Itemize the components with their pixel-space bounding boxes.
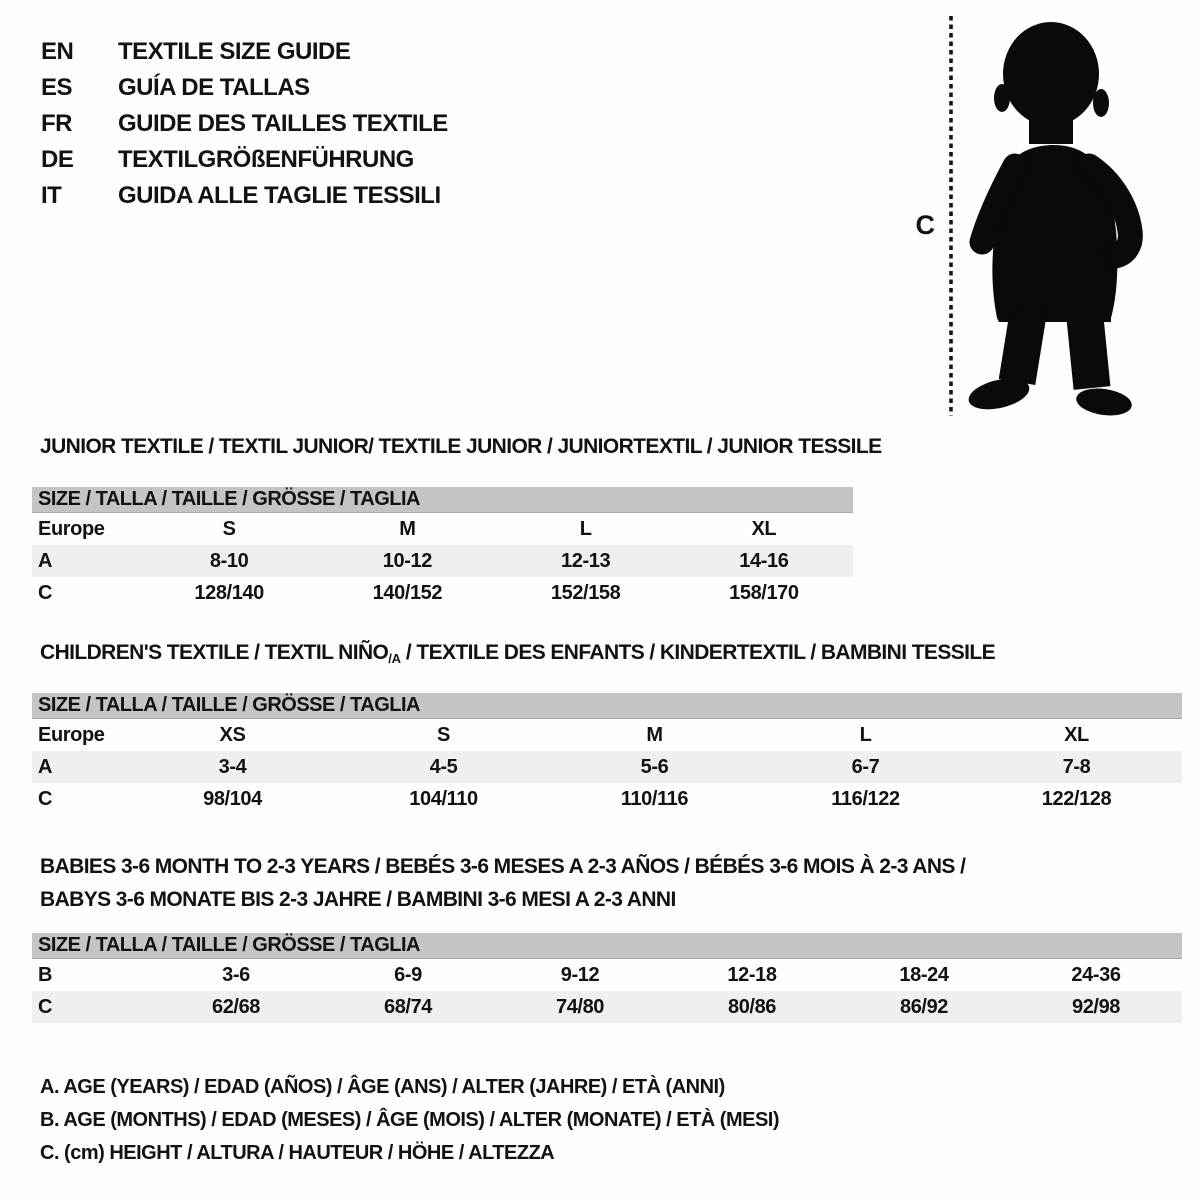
size-cell: S: [437, 724, 450, 746]
size-cell: 6-7: [851, 756, 880, 778]
size-cell: XL: [1064, 724, 1089, 746]
size-cell: 5-6: [640, 756, 669, 778]
size-cell: 128/140: [194, 582, 264, 604]
size-cell: 140/152: [372, 582, 443, 604]
size-cell: 12-18: [727, 964, 777, 986]
size-cell: M: [646, 724, 663, 746]
size-cell: 92/98: [1071, 996, 1121, 1018]
lang-title: GUÍA DE TALLAS: [118, 74, 310, 101]
size-cell: 116/122: [831, 788, 900, 810]
lang-row-de: [41, 142, 448, 178]
row-label: A: [38, 756, 53, 778]
lang-title: GUIDA ALLE TAGLIE TESSILI: [118, 182, 441, 209]
table-row: [32, 513, 853, 545]
size-cell: 12-13: [561, 550, 611, 572]
row-label: A: [38, 550, 53, 572]
size-cell: S: [222, 518, 236, 540]
size-cell: 68/74: [383, 996, 433, 1018]
babies-size-table: [32, 933, 1182, 1023]
size-header-bar: SIZE / TALLA / TAILLE / GRÖSSE / TAGLIA: [32, 693, 1182, 719]
row-label: Europe: [38, 518, 105, 540]
size-cell: 110/116: [620, 788, 689, 810]
lang-row-en: [41, 34, 448, 70]
height-figure: [905, 10, 1165, 425]
size-cell: M: [399, 518, 416, 540]
size-cell: 86/92: [899, 996, 949, 1018]
children-title-prefix: CHILDREN'S TEXTILE / TEXTIL NIÑO: [40, 641, 389, 664]
size-cell: 4-5: [429, 756, 458, 778]
row-label: C: [38, 996, 53, 1018]
lang-code: ES: [41, 74, 73, 101]
height-measure-label: C: [915, 210, 935, 240]
lang-row-it: [41, 178, 448, 214]
height-dashed-line: [946, 14, 956, 418]
size-cell: 158/170: [729, 582, 799, 604]
size-cell: 80/86: [727, 996, 777, 1018]
size-cell: L: [859, 724, 872, 746]
row-label: Europe: [38, 724, 105, 746]
legend-line-c: C. (cm) HEIGHT / ALTURA / HAUTEUR / HÖHE / ALTEZZA: [40, 1142, 555, 1164]
size-cell: 3-6: [222, 964, 250, 986]
children-table-body: [32, 719, 1182, 815]
size-cell: 24-36: [1071, 964, 1121, 986]
size-cell: 152/158: [550, 582, 621, 604]
size-cell: 8-10: [209, 550, 249, 572]
lang-row-es: [41, 70, 448, 106]
babies-textile-title: [40, 850, 965, 916]
children-title-subscript: /A: [388, 651, 401, 666]
size-cell: L: [579, 518, 592, 540]
size-cell: 6-9: [394, 964, 422, 986]
lang-title: TEXTILE SIZE GUIDE: [118, 38, 351, 65]
legend-line-a: A. AGE (YEARS) / EDAD (AÑOS) / ÂGE (ANS) / ALTER (JAHRE) / ETÀ (ANNI): [40, 1076, 725, 1098]
size-cell: 122/128: [1041, 788, 1112, 810]
row-label: C: [38, 582, 53, 604]
junior-size-table: [32, 487, 853, 609]
table-row: [32, 751, 1182, 783]
babies-title-line2: BABYS 3-6 MONATE BIS 2-3 JAHRE / BAMBINI 3-6 MESI A 2-3 ANNI: [40, 888, 676, 911]
table-row: [32, 545, 853, 577]
language-title-list: [41, 34, 448, 214]
size-cell: 62/68: [211, 996, 261, 1018]
children-textile-title: [40, 642, 995, 670]
size-cell: XL: [751, 518, 777, 540]
table-row: [32, 577, 853, 609]
table-row: [32, 719, 1182, 751]
size-cell: 9-12: [560, 964, 600, 986]
size-cell: 10-12: [382, 550, 432, 572]
table-row: [32, 783, 1182, 815]
size-cell: 7-8: [1062, 756, 1091, 778]
lang-code: DE: [41, 146, 74, 173]
lang-code: FR: [41, 110, 72, 137]
table-row: [32, 991, 1182, 1023]
size-cell: 98/104: [203, 788, 262, 810]
junior-textile-title: JUNIOR TEXTILE / TEXTIL JUNIOR/ TEXTILE JUNIOR / JUNIORTEXTIL / JUNIOR TESSILE: [40, 435, 882, 458]
lang-title: TEXTILGRÖßENFÜHRUNG: [118, 146, 414, 173]
measure-legend: [40, 1071, 779, 1170]
junior-table-body: [32, 513, 853, 609]
babies-table-body: [32, 959, 1182, 1023]
row-label: B: [38, 964, 53, 986]
size-header-bar: SIZE / TALLA / TAILLE / GRÖSSE / TAGLIA: [32, 933, 1182, 959]
size-header-bar: SIZE / TALLA / TAILLE / GRÖSSE / TAGLIA: [32, 487, 853, 513]
baby-silhouette-icon: [963, 16, 1148, 418]
lang-title: GUIDE DES TAILLES TEXTILE: [118, 110, 448, 137]
children-title-suffix: / TEXTILE DES ENFANTS / KINDERTEXTIL / BAMBINI TESSILE: [400, 641, 996, 664]
lang-row-fr: [41, 106, 448, 142]
size-cell: XS: [219, 724, 246, 746]
size-cell: 104/110: [409, 788, 478, 810]
size-cell: 3-4: [218, 756, 247, 778]
size-cell: 14-16: [739, 550, 789, 572]
size-cell: 74/80: [555, 996, 605, 1018]
lang-code: IT: [41, 182, 62, 209]
lang-code: EN: [41, 38, 74, 65]
size-cell: 18-24: [899, 964, 949, 986]
table-row: [32, 959, 1182, 991]
row-label: C: [38, 788, 53, 810]
babies-title-line1: BABIES 3-6 MONTH TO 2-3 YEARS / BEBÉS 3-6 MESES A 2-3 AÑOS / BÉBÉS 3-6 MOIS À 2-3 ANS /: [40, 855, 966, 878]
children-size-table: [32, 693, 1182, 815]
legend-line-b: B. AGE (MONTHS) / EDAD (MESES) / ÂGE (MOIS) / ALTER (MONATE) / ETÀ (MESI): [40, 1109, 780, 1131]
